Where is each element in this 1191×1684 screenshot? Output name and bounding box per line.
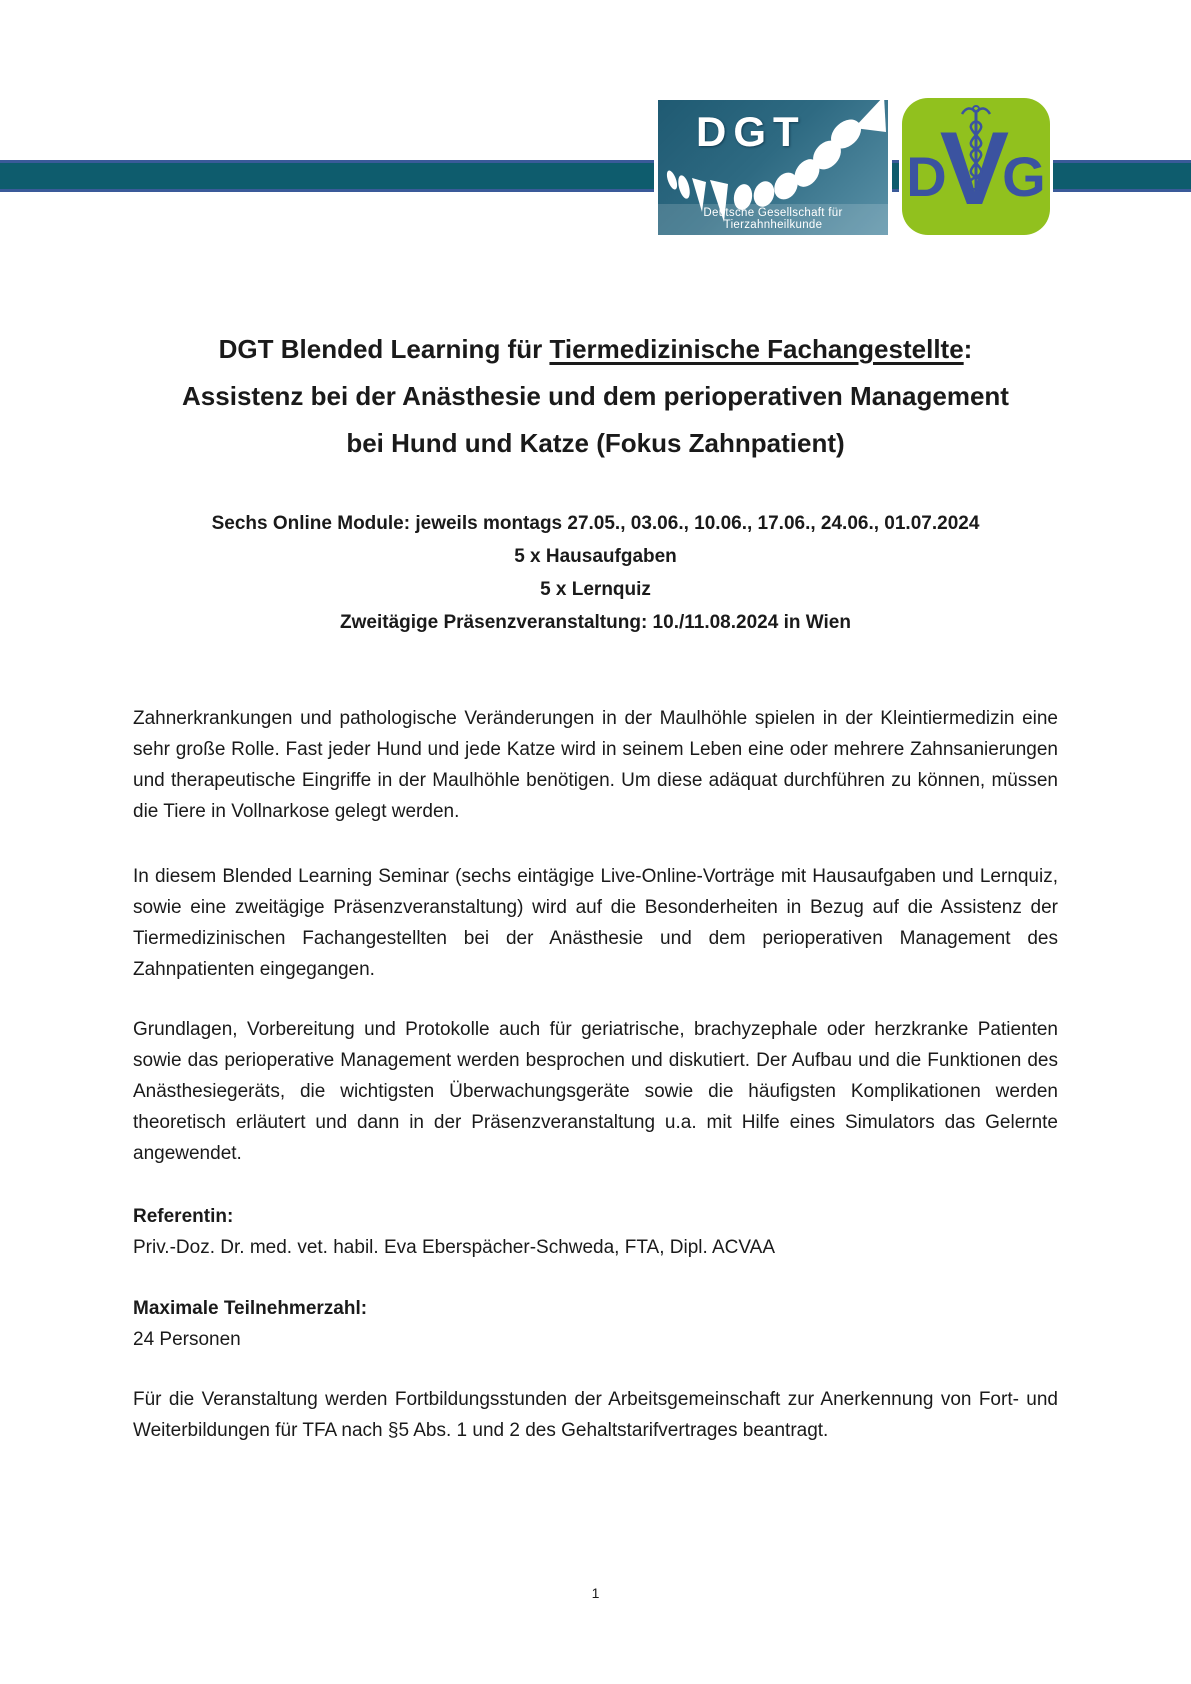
title-line1-suffix: : xyxy=(963,334,973,364)
dvg-letter-g: G xyxy=(1002,145,1046,208)
paragraph-seminar: In diesem Blended Learning Seminar (sechs eintägige Live-Online-Vorträge mit Hausaufgaben und Lernquiz, sowie eine zweitägige Präsenzveranstaltung) wird auf die Besonderheiten in Bezug auf die Assistenz der Tiermedizinischen Fachangestellten bei der Anästhesie und dem perioperativen Management des Zahnpatienten eingegangen. xyxy=(133,866,1058,980)
page-number: 1 xyxy=(591,1585,600,1601)
title-line-1 xyxy=(133,326,1058,373)
dvg-letter-d: D xyxy=(906,145,947,208)
paragraph-intro: Zahnerkrankungen und pathologische Veränderungen in der Maulhöhle spielen in der Kleintiermedizin eine sehr große Rolle. Fast jeder Hund und jede Katze wird in seinem Leben eine oder mehrere Zahnsanierungen und therapeutische Eingriffe in der Maulhöhle benötigen. Um diese adäquat durchführen zu können, müssen die Tiere in Vollnarkose gelegt werden. xyxy=(133,708,1058,822)
max-participants-section xyxy=(133,1293,1058,1355)
schedule-block xyxy=(133,507,1058,639)
dvg-letter-v: V xyxy=(939,110,1010,227)
paragraph-credits: Für die Veranstaltung werden Fortbildungsstunden der Arbeitsgemeinschaft zur Anerkennung von Fort- und Weiterbildungen für TFA nach §5 Abs. 1 und 2 des Gehaltstarifvertrages beantragt. xyxy=(133,1389,1058,1441)
max-participants-label: Maximale Teilnehmerzahl: xyxy=(133,1298,368,1319)
referentin-section xyxy=(133,1201,1058,1263)
referentin-name: Priv.-Doz. Dr. med. vet. habil. Eva Eberspächer-Schweda, FTA, Dipl. ACVAA xyxy=(133,1237,776,1258)
referentin-label: Referentin: xyxy=(133,1206,234,1227)
schedule-line-homework: 5 x Hausaufgaben xyxy=(514,546,677,567)
dgt-logo-caption: Deutsche Gesellschaft für Tierzahnheilkunde xyxy=(658,204,888,235)
max-participants-value: 24 Personen xyxy=(133,1329,241,1350)
schedule-line-modules: Sechs Online Module: jeweils montags 27.05., 03.06., 10.06., 17.06., 24.06., 01.07.2024 xyxy=(211,513,980,534)
paragraph-content: Grundlagen, Vorbereitung und Protokolle auch für geriatrische, brachyzephale oder herzkranke Patienten sowie das perioperative Management werden besprochen und diskutiert. Der Aufbau und die Funktionen des Anästhesiegeräts, die wichtigsten Überwachungsgeräte sowie die häufigsten Komplikationen werden theoretisch erläutert und dann in der Präsenzveranstaltung u.a. mit Hilfe eines Simulators das Gelernte angewendet. xyxy=(133,1019,1058,1164)
dvg-logo xyxy=(902,98,1050,235)
title-line-3: bei Hund und Katze (Fokus Zahnpatient) xyxy=(346,428,845,458)
title-line-2: Assistenz bei der Anästhesie und dem perioperativen Management xyxy=(182,381,1009,411)
dgt-logo-acronym: DGT xyxy=(696,108,806,155)
dgt-logo xyxy=(658,100,888,235)
schedule-line-quiz: 5 x Lernquiz xyxy=(540,579,651,600)
schedule-line-presence: Zweitägige Präsenzveranstaltung: 10./11.08.2024 in Wien xyxy=(340,612,851,633)
caduceus-icon xyxy=(944,103,1008,207)
title-line1-prefix: DGT Blended Learning für xyxy=(218,334,550,364)
title-line1-underlined: Tiermedizinische Fachangestellte xyxy=(549,334,964,364)
document-title xyxy=(133,326,1058,467)
